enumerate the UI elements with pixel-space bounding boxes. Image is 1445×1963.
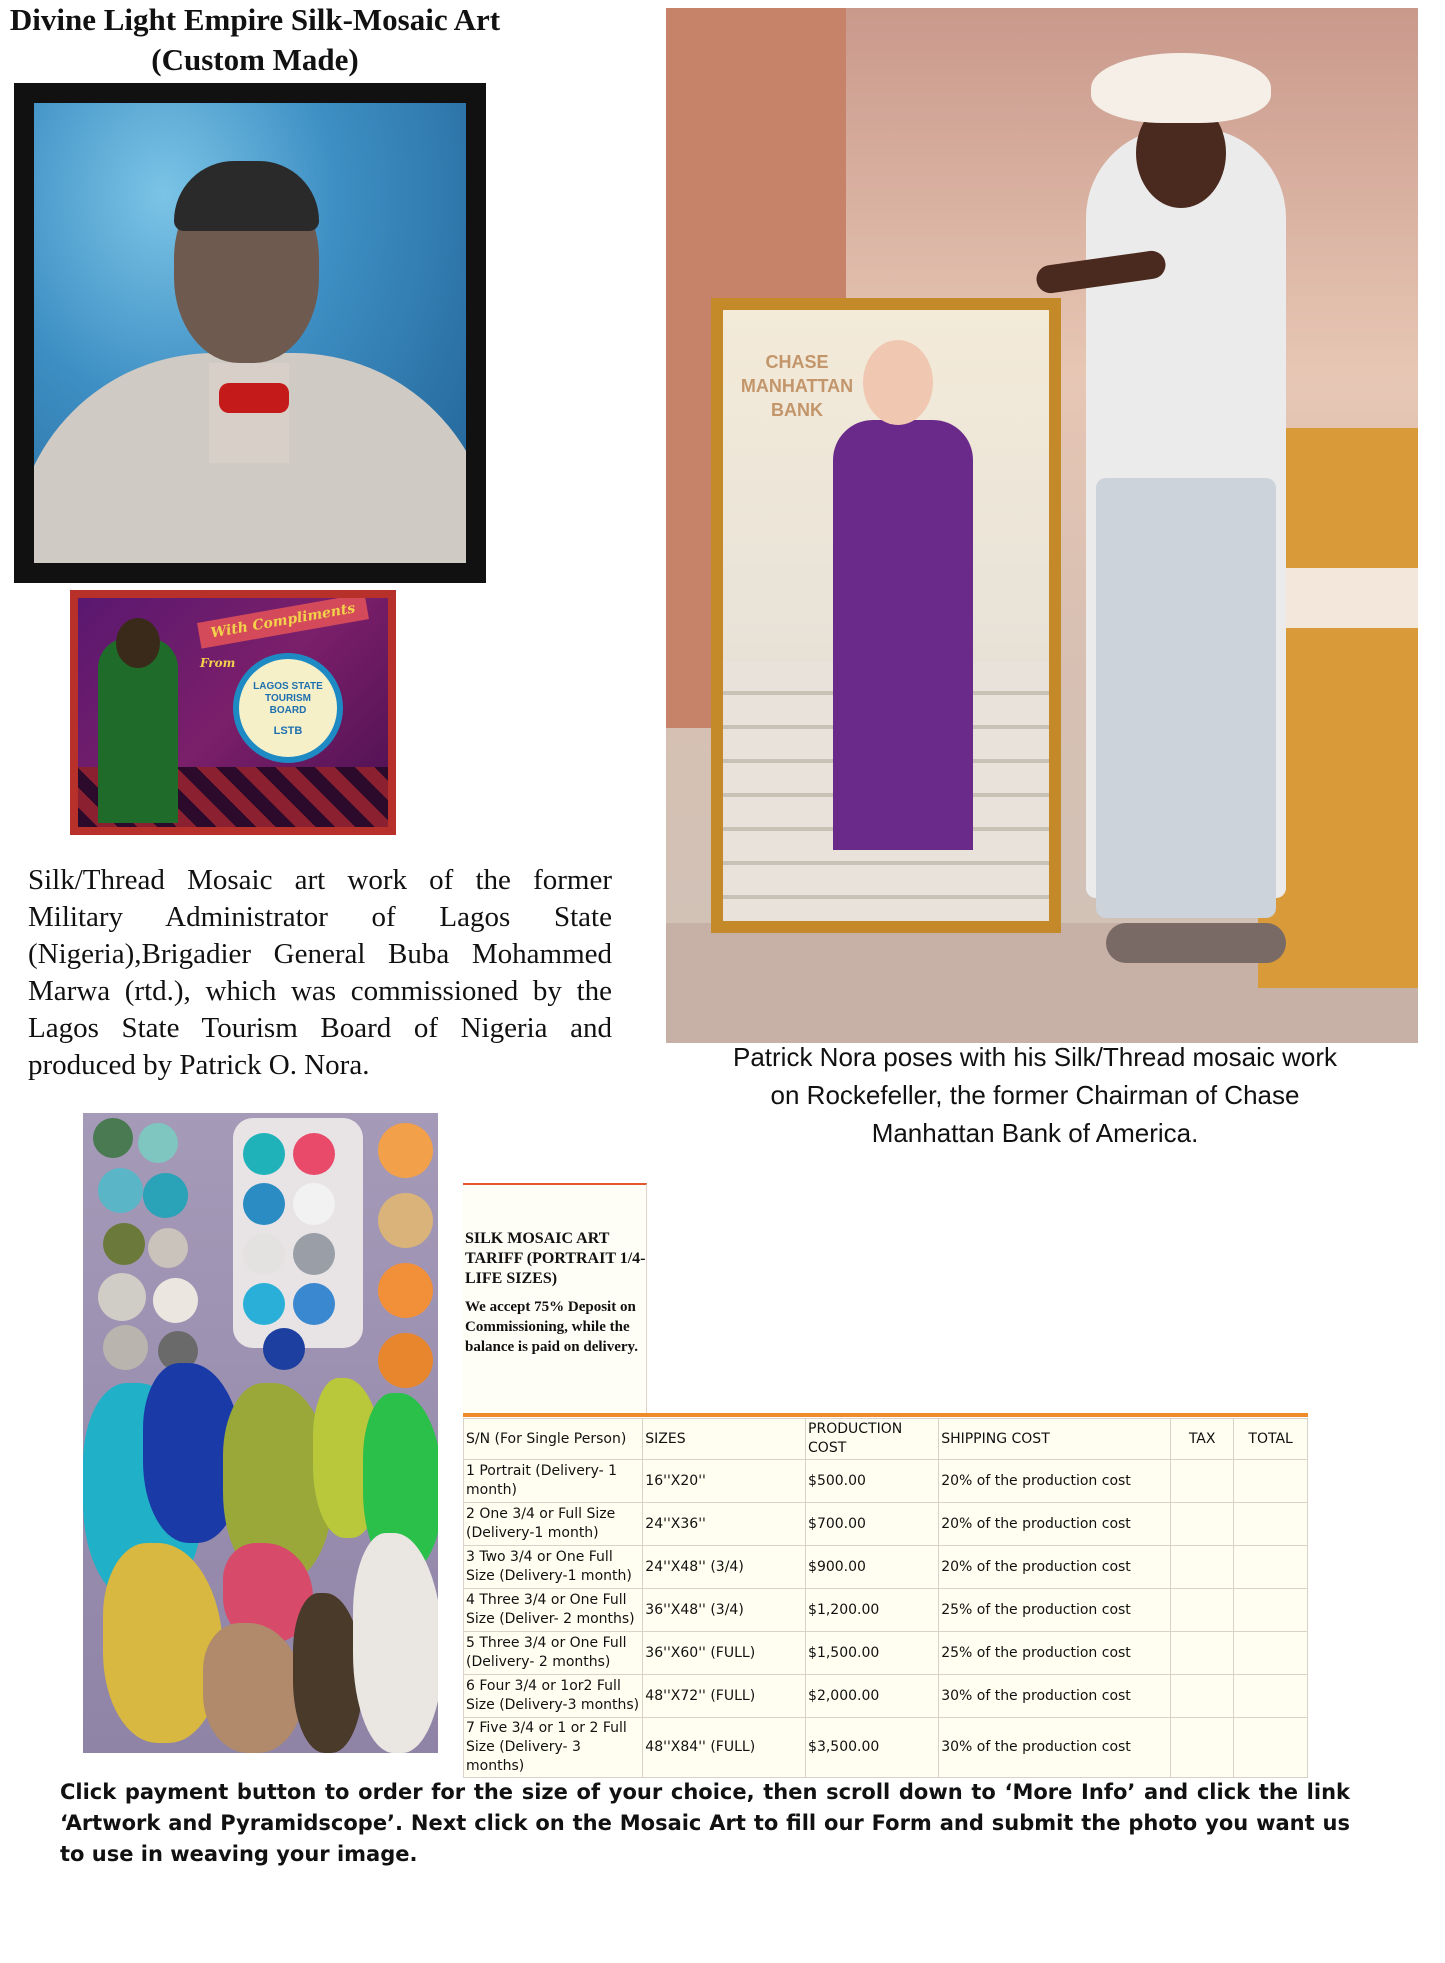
total-cell xyxy=(1234,1632,1308,1675)
tariff-heading: SILK MOSAIC ART TARIFF (PORTRAIT 1/4-LIFE SIZES) xyxy=(465,1230,646,1287)
tariff-table xyxy=(463,1418,1308,1778)
tax-cell xyxy=(1171,1675,1234,1718)
nora-caption-line-2: on Rockefeller, the former Chairman of Chase xyxy=(770,1080,1300,1110)
table-row xyxy=(464,1503,1308,1546)
portrait-hair xyxy=(174,161,319,231)
sn-cell: 4 Three 3/4 or One Full Size (Deliver- 2 months) xyxy=(464,1589,643,1632)
framed-portrait-image xyxy=(14,83,486,583)
tax-cell xyxy=(1171,1632,1234,1675)
tax-cell xyxy=(1171,1503,1234,1546)
shipping-cell: 20% of the production cost xyxy=(939,1546,1171,1589)
page-title xyxy=(0,0,510,80)
thread-ball xyxy=(98,1273,146,1321)
size-cell: 36''X48'' (3/4) xyxy=(643,1589,806,1632)
compliments-banner-text: With Compliments xyxy=(209,600,357,642)
column-header: TOTAL xyxy=(1234,1419,1308,1460)
mosaic-canvas xyxy=(78,598,388,827)
tax-cell xyxy=(1171,1718,1234,1778)
thread-skein xyxy=(203,1623,303,1753)
nora-caption-line-3: Manhattan Bank of America. xyxy=(871,1118,1199,1148)
thread-ball xyxy=(148,1228,188,1268)
bank-label: CHASE MANHATTAN BANK xyxy=(740,352,854,420)
thread-ball xyxy=(378,1123,433,1178)
size-cell: 48''X72'' (FULL) xyxy=(643,1675,806,1718)
portrait-shirt xyxy=(209,363,289,463)
total-cell xyxy=(1234,1546,1308,1589)
table-header-row xyxy=(464,1419,1308,1460)
order-instructions: Click payment button to order for the size of your choice, then scroll down to ‘More Info’ and click the link ‘Artwork and Pyramidscope’. Next click on the Mosaic Art to fill our Form and submit the photo you want us to use in weaving your image. xyxy=(60,1780,1350,1866)
size-cell: 16''X20'' xyxy=(643,1460,806,1503)
total-cell xyxy=(1234,1675,1308,1718)
column-header: SHIPPING COST xyxy=(939,1419,1171,1460)
thread-ball xyxy=(103,1223,145,1265)
thread-ball xyxy=(243,1283,285,1325)
table-top-rule xyxy=(463,1413,1308,1417)
sn-cell: 7 Five 3/4 or 1 or 2 Full Size (Delivery- 3 months) xyxy=(464,1718,643,1778)
tax-cell xyxy=(1171,1460,1234,1503)
table-row xyxy=(464,1460,1308,1503)
tax-cell xyxy=(1171,1589,1234,1632)
tourism-board-mosaic-image xyxy=(70,590,396,835)
patrick-nora-photo xyxy=(666,8,1418,1043)
thread-ball xyxy=(138,1123,178,1163)
nora-caption-line-1: Patrick Nora poses with his Silk/Thread mosaic work xyxy=(733,1042,1337,1072)
sn-cell: 3 Two 3/4 or One Full Size (Delivery-1 month) xyxy=(464,1546,643,1589)
shipping-cell: 25% of the production cost xyxy=(939,1632,1171,1675)
man-trousers xyxy=(1096,478,1276,918)
size-cell: 24''X48'' (3/4) xyxy=(643,1546,806,1589)
title-line-2: (Custom Made) xyxy=(151,42,359,77)
thread-ball xyxy=(93,1118,133,1158)
compliments-banner xyxy=(197,598,369,649)
size-cell: 36''X60'' (FULL) xyxy=(643,1632,806,1675)
compliments-from-text: From xyxy=(200,656,236,670)
thread-ball xyxy=(103,1325,148,1370)
title-line-1: Divine Light Empire Silk-Mosaic Art xyxy=(9,2,501,37)
size-cell: 48''X84'' (FULL) xyxy=(643,1718,806,1778)
tariff-info-box xyxy=(463,1183,647,1413)
table-row xyxy=(464,1546,1308,1589)
thread-ball xyxy=(153,1278,198,1323)
table-row xyxy=(464,1675,1308,1718)
man-shoes xyxy=(1106,923,1286,963)
cost-cell: $2,000.00 xyxy=(806,1675,939,1718)
column-header: PRODUCTION COST xyxy=(806,1419,939,1460)
column-header: SIZES xyxy=(643,1419,806,1460)
rockefeller-mosaic-canvas xyxy=(723,310,1049,921)
sn-cell: 1 Portrait (Delivery- 1 month) xyxy=(464,1460,643,1503)
cost-cell: $500.00 xyxy=(806,1460,939,1503)
shipping-cell: 20% of the production cost xyxy=(939,1460,1171,1503)
cost-cell: $1,500.00 xyxy=(806,1632,939,1675)
thread-skein xyxy=(353,1533,438,1753)
nora-caption xyxy=(700,1038,1370,1152)
tourism-board-seal-name: LAGOS STATE TOURISM BOARD xyxy=(253,681,323,716)
portrait-canvas xyxy=(34,103,466,563)
size-cell: 24''X36'' xyxy=(643,1503,806,1546)
column-header: TAX xyxy=(1171,1419,1234,1460)
table-row xyxy=(464,1589,1308,1632)
sn-cell: 5 Three 3/4 or One Full (Delivery- 2 months) xyxy=(464,1632,643,1675)
sn-cell: 2 One 3/4 or Full Size (Delivery-1 month) xyxy=(464,1503,643,1546)
thread-ball xyxy=(243,1233,285,1275)
cowboy-hat xyxy=(1091,53,1271,123)
thread-ball xyxy=(378,1333,433,1388)
thread-ball xyxy=(293,1233,335,1275)
tax-cell xyxy=(1171,1546,1234,1589)
mosaic-suit xyxy=(833,420,973,850)
thread-ball xyxy=(378,1193,433,1248)
total-cell xyxy=(1234,1589,1308,1632)
column-header: S/N (For Single Person) xyxy=(464,1419,643,1460)
thread-ball xyxy=(293,1283,335,1325)
shipping-cell: 30% of the production cost xyxy=(939,1675,1171,1718)
thread-ball xyxy=(98,1168,143,1213)
table-row xyxy=(464,1718,1308,1778)
thread-ball xyxy=(378,1263,433,1318)
shipping-cell: 30% of the production cost xyxy=(939,1718,1171,1778)
threads-photo xyxy=(83,1113,438,1753)
shipping-cell: 20% of the production cost xyxy=(939,1503,1171,1546)
tourism-board-seal xyxy=(233,653,343,763)
cost-cell: $1,200.00 xyxy=(806,1589,939,1632)
marwa-caption: Silk/Thread Mosaic art work of the former Military Administrator of Lagos State (Nigeria),Brigadier General Buba Mohammed Marwa (rtd.), which was commissioned by the Lagos State Tourism Board of Nigeria and produced by Patrick O. Nora. xyxy=(28,864,612,1081)
sn-cell: 6 Four 3/4 or 1or2 Full Size (Delivery-3 months) xyxy=(464,1675,643,1718)
thread-ball xyxy=(263,1328,305,1370)
total-cell xyxy=(1234,1503,1308,1546)
mosaic-head xyxy=(863,340,933,425)
cost-cell: $3,500.00 xyxy=(806,1718,939,1778)
tariff-deposit-note: We accept 75% Deposit on Commissioning, while the balance is paid on delivery. xyxy=(465,1299,638,1355)
total-cell xyxy=(1234,1718,1308,1778)
soldier-head xyxy=(116,618,160,668)
cost-cell: $900.00 xyxy=(806,1546,939,1589)
thread-ball xyxy=(143,1173,188,1218)
rockefeller-mosaic xyxy=(711,298,1061,933)
thread-ball xyxy=(243,1183,285,1225)
thread-ball xyxy=(243,1133,285,1175)
table-row xyxy=(464,1632,1308,1675)
total-cell xyxy=(1234,1460,1308,1503)
tourism-board-seal-abbr: LSTB xyxy=(273,725,303,737)
thread-ball xyxy=(293,1183,335,1225)
thread-ball xyxy=(293,1133,335,1175)
shipping-cell: 25% of the production cost xyxy=(939,1589,1171,1632)
portrait-bow-tie xyxy=(219,383,289,413)
cost-cell: $700.00 xyxy=(806,1503,939,1546)
